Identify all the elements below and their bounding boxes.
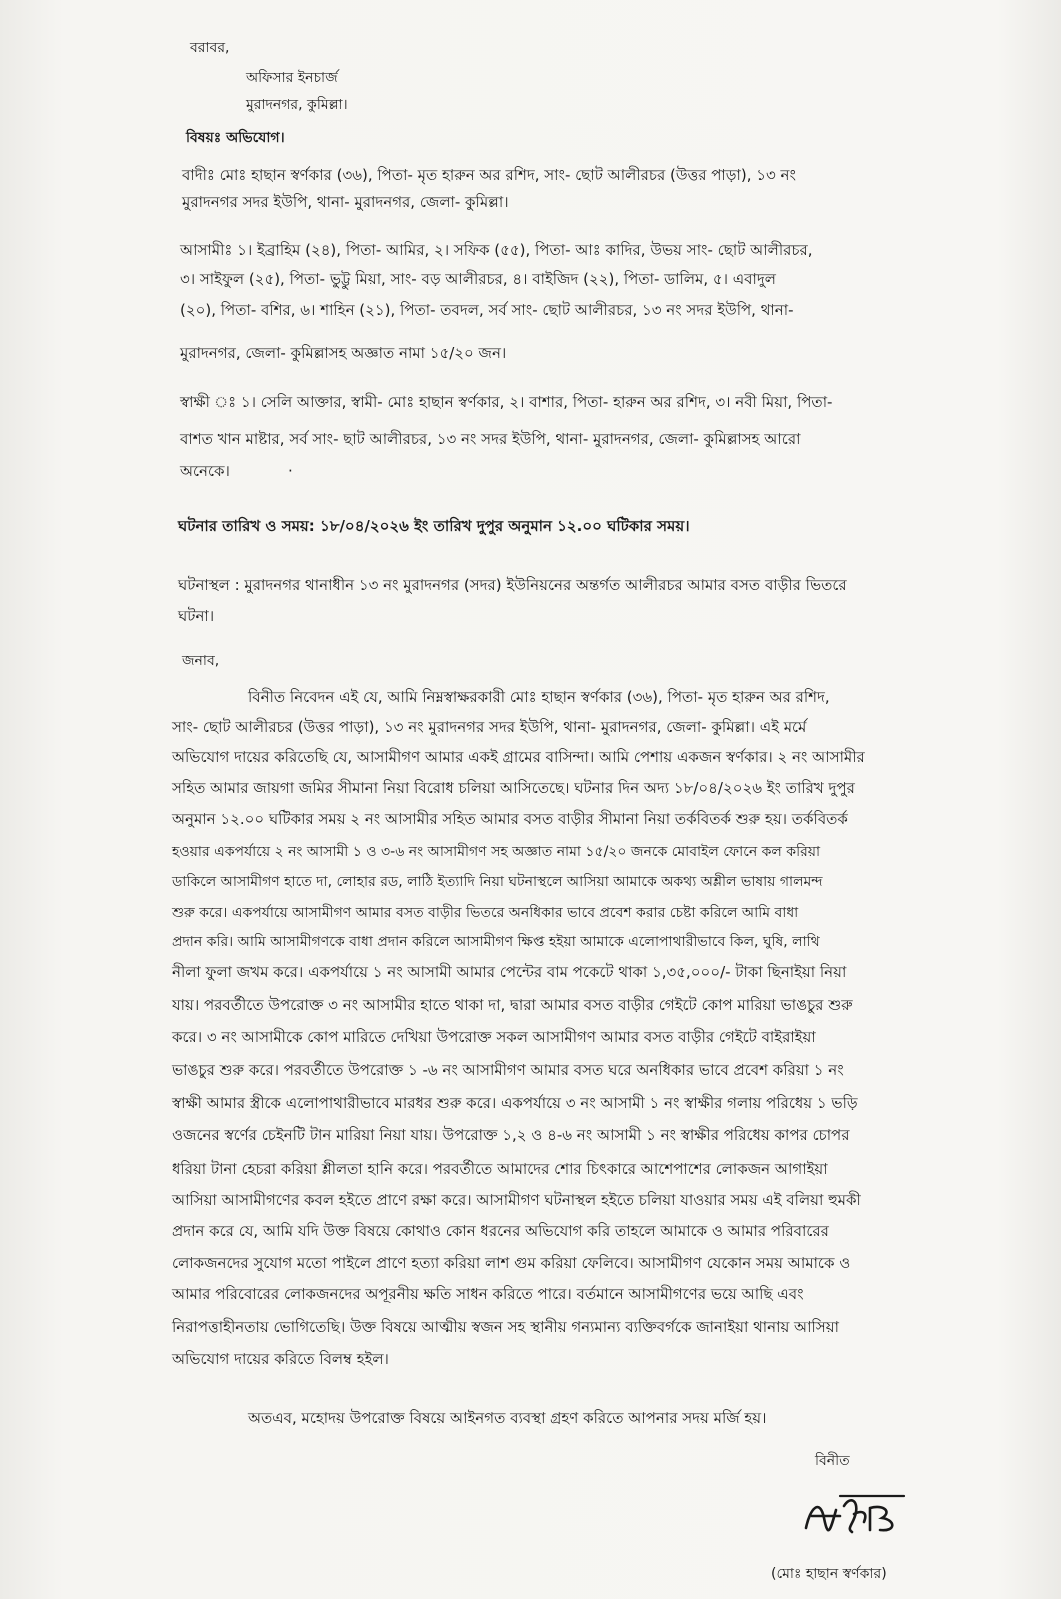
body-line: প্রদান করি। আমি আসামীগণকে বাধা প্রদান করিলে আসামীগণ ক্ষিপ্ত হইয়া আমাকে এলোপাথারীভাবে কিল, ঘুষি, লাথি — [172, 934, 820, 950]
body-line: আসিয়া আসামীগণের কবল হইতে প্রাণে রক্ষা করে। আসামীগণ ঘটনাস্থল হইতে চলিয়া যাওয়ার সময় এই বলিয়া হুমকী — [172, 1191, 861, 1209]
salutation: জনাব, — [182, 653, 220, 669]
closing-line: অতএব, মহোদয় উপরোক্ত বিষয়ে আইনগত ব্যবস্থা গ্রহণ করিতে আপনার সদয় মর্জি হয়। — [248, 1409, 767, 1427]
accused-line: ৩। সাইফুল (২৫), পিতা- ভুট্টু মিয়া, সাং- বড় আলীরচর, ৪। বাইজিদ (২২), পিতা- ডালিম, ৫। এবাদুল — [180, 270, 776, 288]
body-line: সাং- ছোট আলীরচর (উত্তর পাড়া), ১৩ নং মুরাদনগর সদর ইউপি, থানা- মুরাদনগর, জেলা- কুমিল্লা। এই মর্মে — [172, 718, 807, 736]
body-line: আমার পরিবোরের লোকজনদের অপূরনীয় ক্ষতি সাধন করিতে পারে। বর্তমানে আসামীগণের ভয়ে আছি এবং — [172, 1285, 804, 1303]
body-line: নিরাপত্তাহীনতায় ভোগিতেছি। উক্ত বিষয়ে আত্মীয় স্বজন সহ স্থানীয় গন্যমান্য ব্যক্তিবর্গকে জানাইয়া থানায় আসিয়া — [172, 1318, 839, 1336]
body-line: করে। ৩ নং আসামীকে কোপ মারিতে দেখিয়া উপরোক্ত সকল আসামীগণ আমার বসত বাড়ীর গেইটে বাইরাইয়া — [172, 1028, 816, 1046]
address-recipient: অফিসার ইনচার্জ — [246, 70, 338, 86]
body-line: যায়। পরবর্তীতে উপরোক্ত ৩ নং আসামীর হাতে থাকা দা, দ্বারা আমার বসত বাড়ীর গেইটে কোপ মারিয়া ভাঙচুর শুরু — [172, 996, 853, 1014]
plaintiff-line: মুরাদনগর সদর ইউপি, থানা- মুরাদনগর, জেলা- কুমিল্লা। — [182, 193, 509, 211]
witness-line: অনেকে। — [180, 462, 230, 480]
accused-line: মুরাদনগর, জেলা- কুমিল্লাসহ অজ্ঞাত নামা ১৫/২০ জন। — [180, 344, 507, 362]
body-line: ডাকিলে আসামীগণ হাতে দা, লোহার রড, লাঠি ইত্যাদি নিয়া ঘটনাস্থলে আসিয়া আমাকে অকথ্য অশ্লীল ভাষায় গালমন্দ — [172, 874, 823, 890]
body-line: সহিত আমার জায়গা জমির সীমানা নিয়া বিরোধ চলিয়া আসিতেছে। ঘটনার দিন অদ্য ১৮/০৪/২০২৬ ইং তারিখ দুপুর — [172, 779, 855, 797]
address-to: বরাবর, — [190, 40, 230, 56]
incident-time: ঘটনার তারিখ ও সময়: ১৮/০৪/২০২৬ ইং তারিখ দুপুর অনুমান ১২.০০ ঘটিকার সময়। — [178, 517, 690, 535]
body-line: বিনীত নিবেদন এই যে, আমি নিম্নস্বাক্ষরকারী মোঃ হাছান স্বর্ণকার (৩৬), পিতা- মৃত হারুন অর রশিদ, — [248, 688, 830, 706]
sign-name: (মোঃ হাছান স্বর্ণকার) — [771, 1566, 887, 1582]
body-line: ভাঙচুর শুরু করে। পরবর্তীতে উপরোক্ত ১ -৬ নং আসামীগণ আমার বসত ঘরে অনধিকার ভাবে প্রবেশ করিয়া ১ নং — [172, 1061, 844, 1079]
body-line: অভিযোগ দায়ের করিতেছি যে, আসামীগণ আমার একই গ্রামের বাসিন্দা। আমি পেশায় একজন স্বর্ণকার। ২ নং আসামীর — [172, 748, 865, 766]
address-place: মুরাদনগর, কুমিল্লা। — [246, 97, 348, 113]
handwritten-signature — [800, 1488, 910, 1540]
subject-line: বিষয়ঃ অভিযোগ। — [186, 130, 285, 146]
witness-line: বাশত খান মাষ্টার, সর্ব সাং- ছাট আলীরচর, ১৩ নং সদর ইউপি, থানা- মুরাদনগর, জেলা- কুমিল্লাসহ আরো — [180, 430, 801, 448]
body-line: অনুমান ১২.০০ ঘটিকার সময় ২ নং আসামীর সহিত আমার বসত বাড়ীর সীমানা নিয়া তর্কবিতর্ক শুরু হয়। তর্কবিতর্ক — [172, 810, 848, 828]
incident-place-line: ঘটনা। — [178, 607, 215, 625]
incident-place-line: ঘটনাস্থল : মুরাদনগর থানাধীন ১৩ নং মুরাদনগর (সদর) ইউনিয়নের অন্তর্গত আলীরচর আমার বসত বাড়ীর ভিতরে — [178, 576, 847, 594]
body-line: ওজনের স্বর্ণের চেইনটি টান মারিয়া নিয়া যায়। উপরোক্ত ১,২ ও ৪-৬ নং আসামী ১ নং স্বাক্ষীর পরিধেয় কাপর চোপর — [172, 1126, 850, 1144]
body-line: নীলা ফুলা জখম করে। একপর্যায়ে ১ নং আসামী আমার পেন্টের বাম পকেটে থাকা ১,৩৫,০০০/- টাকা ছিনাইয়া নিয়া — [172, 963, 847, 981]
dot-mark: · — [288, 462, 293, 480]
body-line: প্রদান করে যে, আমি যদি উক্ত বিষয়ে কোথাও কোন ধরনের অভিযোগ করি তাহলে আমাকে ও আমার পরিবারের — [172, 1222, 829, 1240]
body-line: ধরিয়া টানা হেচরা করিয়া শ্লীলতা হানি করে। পরবর্তীতে আমাদের শোর চিৎকারে আশেপাশের লোকজন আগাইয়া — [172, 1160, 828, 1178]
body-line: হওয়ার একপর্যায়ে ২ নং আসামী ১ ও ৩-৬ নং আসামীগণ সহ অজ্ঞাত নামা ১৫/২০ জনকে মোবাইল ফোনে কল করিয়া — [172, 844, 821, 860]
body-line: অভিযোগ দায়ের করিতে বিলম্ব হইল। — [172, 1350, 389, 1368]
witness-line: স্বাক্ষী ঃ ১। সেলি আক্তার, স্বামী- মোঃ হাছান স্বর্ণকার, ২। বাশার, পিতা- হারুন অর রশিদ, ৩। নবী মিয়া, পিতা- — [180, 393, 833, 411]
body-line: লোকজনদের সুযোগ মতো পাইলে প্রাণে হত্যা করিয়া লাশ গুম করিয়া ফেলিবে। আসামীগণ যেকোন সময় আমাকে ও — [172, 1254, 851, 1272]
plaintiff-line: বাদীঃ মোঃ হাছান স্বর্ণকার (৩৬), পিতা- মৃত হারুন অর রশিদ, সাং- ছোট আলীরচর (উত্তর পাড়া), ১৩ নং — [182, 166, 796, 184]
sign-label: বিনীত — [815, 1453, 850, 1469]
body-line: শুরু করে। একপর্যায়ে আসামীগণ আমার বসত বাড়ীর ভিতরে অনধিকার ভাবে প্রবেশ করার চেষ্টা করিলে আমি বাধা — [172, 905, 799, 921]
accused-line: আসামীঃ ১। ইব্রাহিম (২৪), পিতা- আমির, ২। সফিক (৫৫), পিতা- আঃ কাদির, উভয় সাং- ছোট আলীরচর, — [180, 241, 813, 259]
body-line: স্বাক্ষী আমার স্ত্রীকে এলোপাথারীভাবে মারধর শুরু করে। একপর্যায়ে ৩ নং আসামী ১ নং স্বাক্ষীর গলায় পরিধেয় ১ ভড়ি — [172, 1094, 858, 1112]
accused-line: (২০), পিতা- বশির, ৬। শাহিন (২১), পিতা- তবদল, সর্ব সাং- ছোট আলীরচর, ১৩ নং সদর ইউপি, থানা- — [180, 301, 794, 319]
